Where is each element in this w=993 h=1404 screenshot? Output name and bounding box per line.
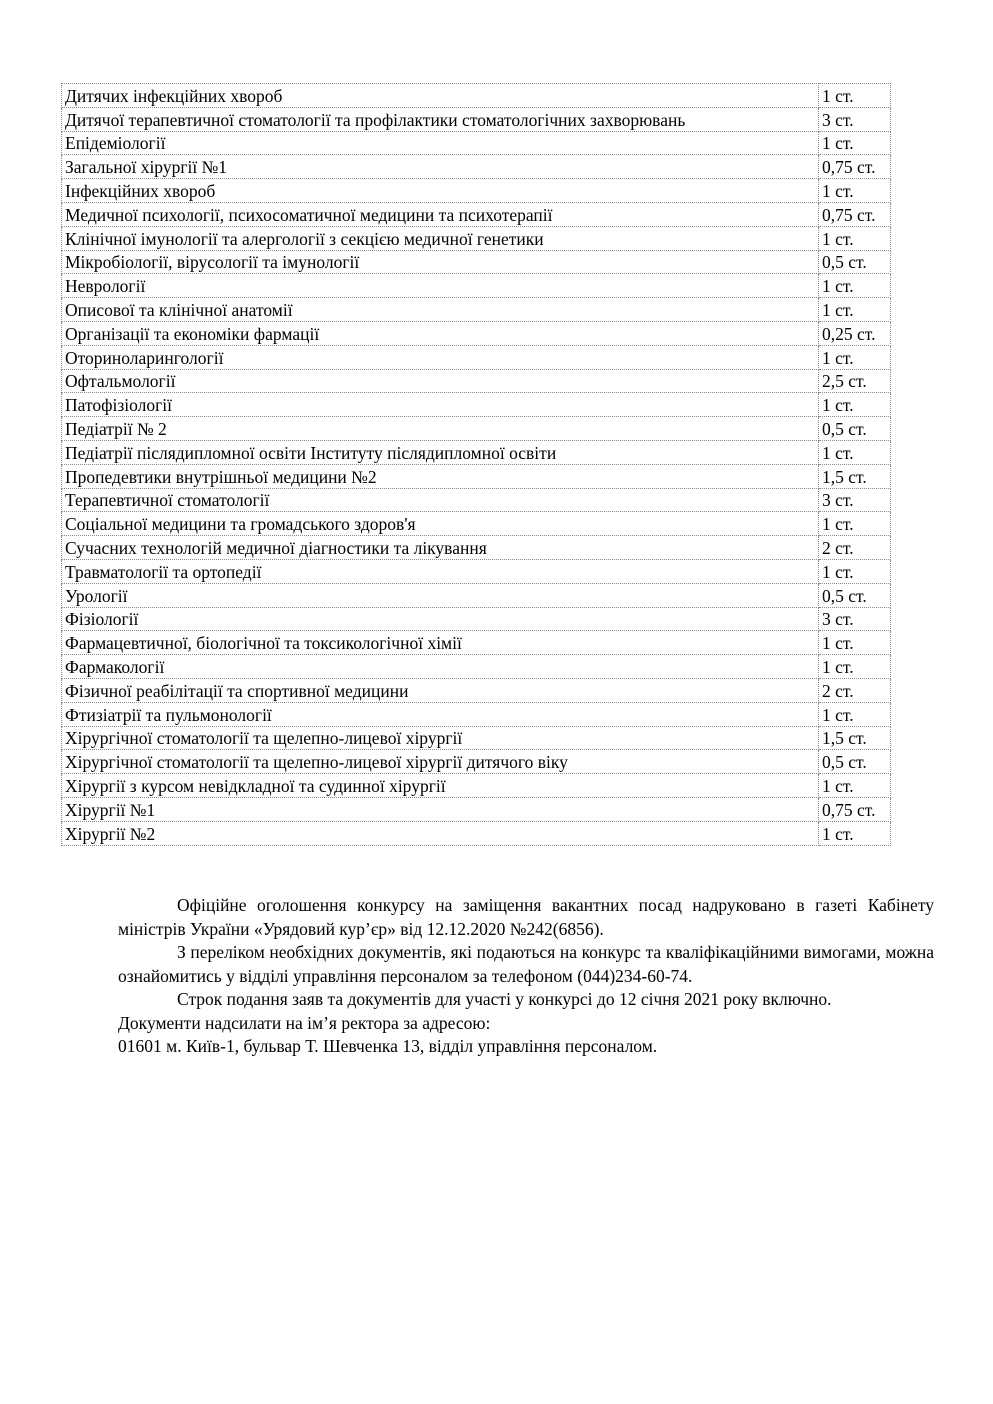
notice-block xyxy=(118,894,934,1059)
department-cell: Клінічної імунології та алергології з секцією медичної генетики xyxy=(62,226,819,250)
department-cell: Загальної хірургії №1 xyxy=(62,155,819,179)
rate-cell: 1 ст. xyxy=(819,179,891,203)
rate-cell: 1 ст. xyxy=(819,84,891,108)
department-cell: Хірургічної стоматології та щелепно-лицевої хірургії xyxy=(62,726,819,750)
rate-cell: 0,5 ст. xyxy=(819,750,891,774)
table-row xyxy=(62,131,891,155)
table-row xyxy=(62,797,891,821)
table-row xyxy=(62,417,891,441)
department-cell: Урології xyxy=(62,583,819,607)
notice-paragraph-publication: Офіційне оголошення конкурсу на заміщення вакантних посад надруковано в газеті Кабінету міністрів України «Урядовий кур’єр» від 12.12.2020 №242(6856). xyxy=(118,895,934,939)
department-cell: Сучасних технологій медичної діагностики та лікування xyxy=(62,536,819,560)
rate-cell: 1 ст. xyxy=(819,345,891,369)
table-row xyxy=(62,84,891,108)
table-row xyxy=(62,440,891,464)
rate-cell: 2 ст. xyxy=(819,536,891,560)
department-cell: Хірургії №1 xyxy=(62,797,819,821)
rate-cell: 2 ст. xyxy=(819,678,891,702)
department-cell: Мікробіології, вірусології та імунології xyxy=(62,250,819,274)
table-row xyxy=(62,678,891,702)
table-row xyxy=(62,821,891,845)
rate-cell: 1 ст. xyxy=(819,393,891,417)
table-row xyxy=(62,274,891,298)
rate-cell: 0,5 ст. xyxy=(819,417,891,441)
table-row xyxy=(62,202,891,226)
table-row xyxy=(62,369,891,393)
department-cell: Педіатрії № 2 xyxy=(62,417,819,441)
rate-cell: 1 ст. xyxy=(819,512,891,536)
rate-cell: 0,5 ст. xyxy=(819,583,891,607)
department-cell: Соціальної медицини та громадського здоров'я xyxy=(62,512,819,536)
notice-paragraph-send-to: Документи надсилати на ім’я ректора за адресою: xyxy=(118,1012,491,1033)
rate-cell: 1 ст. xyxy=(819,440,891,464)
table-row xyxy=(62,155,891,179)
table-row xyxy=(62,107,891,131)
rate-cell: 1 ст. xyxy=(819,655,891,679)
department-cell: Травматології та ортопедії xyxy=(62,559,819,583)
department-cell: Хірургії №2 xyxy=(62,821,819,845)
department-cell: Організації та економіки фармації xyxy=(62,321,819,345)
rate-cell: 3 ст. xyxy=(819,488,891,512)
table-row xyxy=(62,583,891,607)
department-cell: Фармакології xyxy=(62,655,819,679)
table-row xyxy=(62,393,891,417)
table-row xyxy=(62,655,891,679)
department-cell: Хірургії з курсом невідкладної та судинної хірургії xyxy=(62,774,819,798)
rate-cell: 2,5 ст. xyxy=(819,369,891,393)
department-cell: Неврології xyxy=(62,274,819,298)
table-row xyxy=(62,345,891,369)
table-row xyxy=(62,750,891,774)
department-cell: Описової та клінічної анатомії xyxy=(62,298,819,322)
department-cell: Медичної психології, психосоматичної медицини та психотерапії xyxy=(62,202,819,226)
rate-cell: 0,5 ст. xyxy=(819,250,891,274)
department-cell: Хірургічної стоматології та щелепно-лицевої хірургії дитячого віку xyxy=(62,750,819,774)
rate-cell: 1 ст. xyxy=(819,774,891,798)
table-row xyxy=(62,726,891,750)
table-row xyxy=(62,774,891,798)
rate-cell: 1,5 ст. xyxy=(819,464,891,488)
department-cell: Дитячих інфекційних хвороб xyxy=(62,84,819,108)
notice-paragraph-address: 01601 м. Київ-1, бульвар Т. Шевченка 13, відділ управління персоналом. xyxy=(118,1036,658,1056)
table-row xyxy=(62,702,891,726)
rate-cell: 3 ст. xyxy=(819,607,891,631)
rate-cell: 0,75 ст. xyxy=(819,202,891,226)
rate-cell: 3 ст. xyxy=(819,107,891,131)
department-cell: Дитячої терапевтичної стоматології та профілактики стоматологічних захворювань xyxy=(62,107,819,131)
rate-cell: 1 ст. xyxy=(819,702,891,726)
table-row xyxy=(62,607,891,631)
rate-cell: 1 ст. xyxy=(819,559,891,583)
vacancies-table xyxy=(61,83,891,846)
rate-cell: 1 ст. xyxy=(819,226,891,250)
table-row xyxy=(62,512,891,536)
department-cell: Епідеміології xyxy=(62,131,819,155)
vacancies-table-body xyxy=(62,84,891,846)
rate-cell: 1 ст. xyxy=(819,821,891,845)
department-cell: Пропедевтики внутрішньої медицини №2 xyxy=(62,464,819,488)
table-row xyxy=(62,226,891,250)
department-cell: Педіатрії післядипломної освіти Інституту післядипломної освіти xyxy=(62,440,819,464)
table-row xyxy=(62,488,891,512)
rate-cell: 1 ст. xyxy=(819,274,891,298)
department-cell: Оториноларингології xyxy=(62,345,819,369)
table-row xyxy=(62,321,891,345)
department-cell: Патофізіології xyxy=(62,393,819,417)
rate-cell: 1,5 ст. xyxy=(819,726,891,750)
table-row xyxy=(62,536,891,560)
rate-cell: 1 ст. xyxy=(819,131,891,155)
rate-cell: 0,75 ст. xyxy=(819,797,891,821)
department-cell: Терапевтичної стоматології xyxy=(62,488,819,512)
notice-paragraph-deadline: Строк подання заяв та документів для участі у конкурсі до 12 січня 2021 року включно. xyxy=(177,989,832,1009)
department-cell: Інфекційних хвороб xyxy=(62,179,819,203)
table-row xyxy=(62,179,891,203)
department-cell: Фармацевтичної, біологічної та токсикологічної хімії xyxy=(62,631,819,655)
table-row xyxy=(62,559,891,583)
table-row xyxy=(62,464,891,488)
rate-cell: 1 ст. xyxy=(819,298,891,322)
department-cell: Фтизіатрії та пульмонології xyxy=(62,702,819,726)
table-row xyxy=(62,298,891,322)
department-cell: Фізичної реабілітації та спортивної медицини xyxy=(62,678,819,702)
department-cell: Офтальмології xyxy=(62,369,819,393)
table-row xyxy=(62,631,891,655)
rate-cell: 1 ст. xyxy=(819,631,891,655)
department-cell: Фізіології xyxy=(62,607,819,631)
notice-paragraph-documents: З переліком необхідних документів, які подаються на конкурс та кваліфікаційними вимогами, можна ознайомитись у відділі управління персоналом за телефоном (044)234-60-74. xyxy=(118,942,934,986)
rate-cell: 0,25 ст. xyxy=(819,321,891,345)
rate-cell: 0,75 ст. xyxy=(819,155,891,179)
table-row xyxy=(62,250,891,274)
